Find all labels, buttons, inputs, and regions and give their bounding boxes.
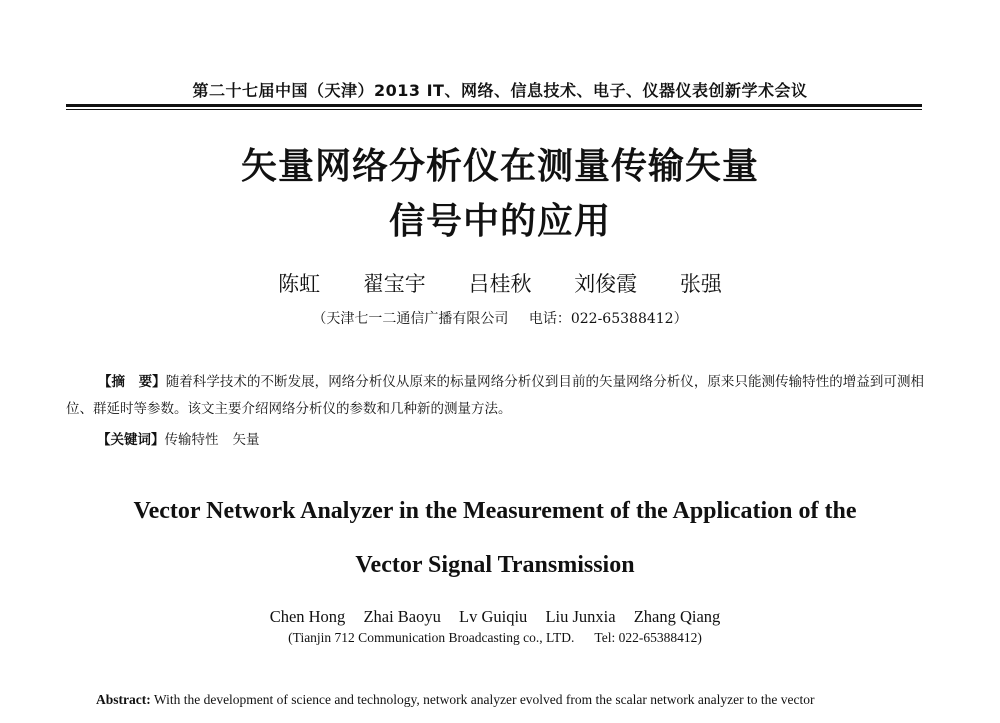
header-rule-thin xyxy=(66,109,922,110)
keywords-zh xyxy=(97,428,274,448)
author-en: Zhai Baoyu xyxy=(363,607,441,626)
keywords-zh-label: 【关键词】 xyxy=(97,432,165,448)
authors-zh xyxy=(0,268,1000,298)
header-rule-thick xyxy=(66,104,922,107)
author-en: Lv Guiqiu xyxy=(459,607,528,626)
author-zh: 吕桂秋 xyxy=(468,272,532,296)
affiliation-en-tel: Tel: 022-65388412) xyxy=(594,630,702,645)
author-zh: 陈虹 xyxy=(278,272,321,296)
title-en-line1: Vector Network Analyzer in the Measurement of the Application of the xyxy=(133,498,857,524)
affiliation-zh-org: （天津七一二通信广播有限公司 xyxy=(312,311,509,327)
abstract-en-text: With the development of science and technology, network analyzer evolved from the scalar network analyzer to the vector xyxy=(153,692,815,707)
author-en: Liu Junxia xyxy=(545,607,616,626)
affiliation-en-org: (Tianjin 712 Communication Broadcasting co., LTD. xyxy=(288,630,575,645)
author-en: Zhang Qiang xyxy=(633,607,721,626)
abstract-zh xyxy=(66,369,924,423)
abstract-en xyxy=(66,687,924,713)
affiliation-en xyxy=(0,630,990,646)
author-zh: 刘俊霞 xyxy=(574,272,638,296)
title-zh-line2: 信号中的应用 xyxy=(388,201,611,242)
abstract-en-label: Abstract: xyxy=(96,692,151,707)
author-zh: 翟宝宇 xyxy=(362,272,426,296)
abstract-zh-label: 【摘 要】 xyxy=(98,374,166,390)
author-en: Chen Hong xyxy=(269,607,346,626)
keyword-zh: 传输特性 xyxy=(164,432,219,448)
conference-header: 第二十七届中国（天津）2013 IT、网络、信息技术、电子、仪器仪表创新学术会议 xyxy=(192,81,808,100)
authors-en xyxy=(0,607,990,627)
abstract-zh-text: 随着科学技术的不断发展，网络分析仪从原来的标量网络分析仪到目前的矢量网络分析仪，原来只能测传输特性的增益到可测相位、群延时等参数。该文主要介绍网络分析仪的参数和几种新的测量方法。 xyxy=(66,374,925,417)
keyword-zh: 矢量 xyxy=(232,432,260,448)
affiliation-zh xyxy=(0,308,1000,328)
author-zh: 张强 xyxy=(679,272,722,296)
title-en-line2: Vector Signal Transmission xyxy=(355,552,635,578)
title-zh-line1: 矢量网络分析仪在测量传输矢量 xyxy=(240,146,759,187)
affiliation-zh-tel: 电话：022-65388412） xyxy=(528,311,688,327)
